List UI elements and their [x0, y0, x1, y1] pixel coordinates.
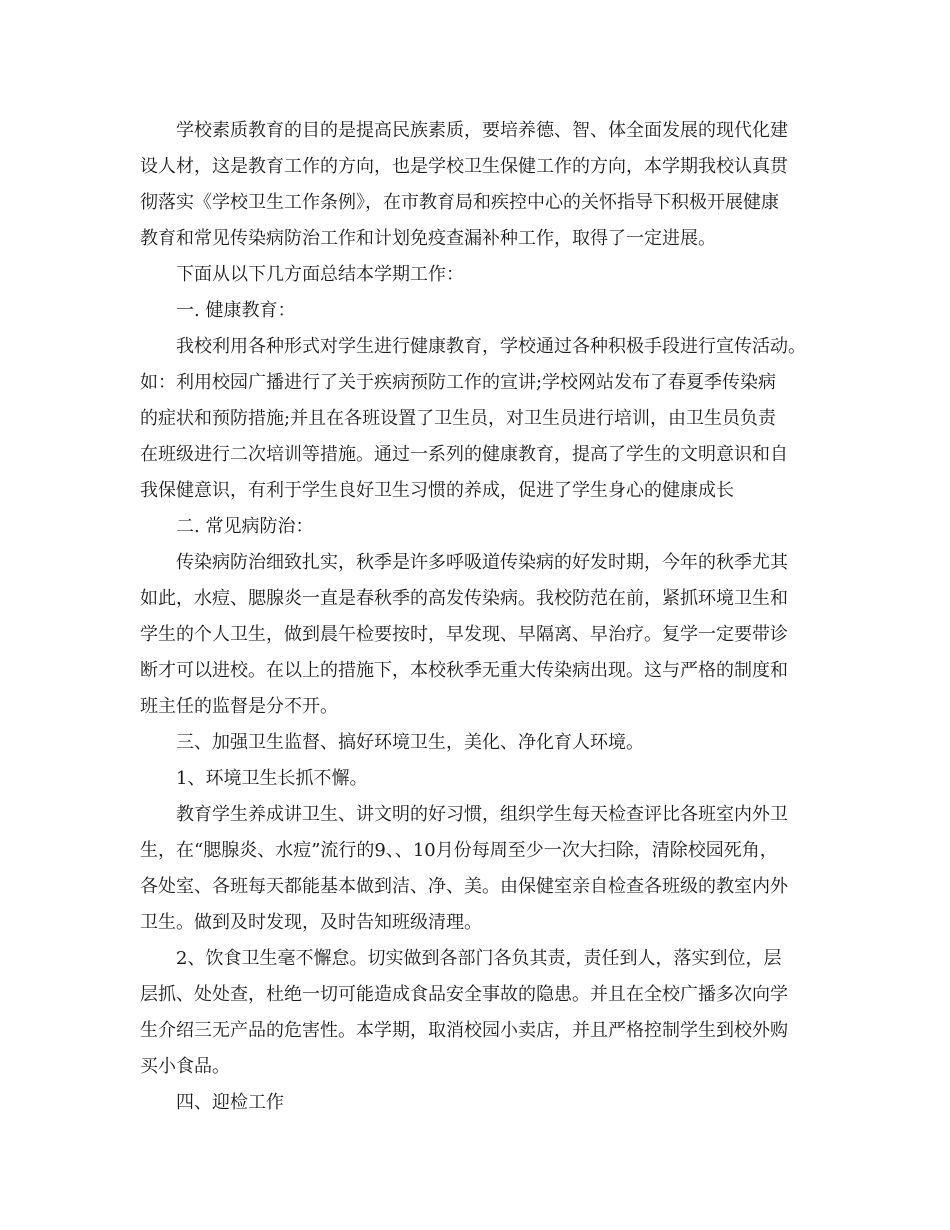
paragraph-line: 断才可以进校。在以上的措施下，本校秋季无重大传染病出现。这与严格的制度和 [140, 660, 788, 681]
paragraph-line: 学生的个人卫生，做到晨午检要按时，早发现、早隔离、早治疗。复学一定要带诊 [140, 624, 788, 645]
paragraph-line: 教育学生养成讲卫生、讲文明的好习惯，组织学生每天检查评比各班室内外卫 [176, 804, 788, 825]
subsection-heading: 1、环境卫生长抓不懈。 [176, 768, 368, 789]
section-heading: 四、迎检工作 [176, 1092, 284, 1113]
paragraph-line: 学校素质教育的目的是提高民族素质，要培养德、智、体全面发展的现代化建 [176, 120, 788, 141]
paragraph-line: 我保健意识，有利于学生良好卫生习惯的养成，促进了学生身心的健康成长 [140, 480, 734, 501]
paragraph-line: 买小食品。 [140, 1056, 230, 1077]
section-heading: 一. 健康教育： [176, 300, 296, 321]
paragraph-line: 班主任的监督是分不开。 [140, 696, 338, 717]
paragraph-line: 在班级进行二次培训等措施。通过一系列的健康教育，提高了学生的文明意识和自 [140, 444, 788, 465]
paragraph-line: 生，在“腮腺炎、水痘”流行的9、、10月份每周至少一次大扫除，清除校园死角， [140, 840, 778, 861]
paragraph-line: 如：利用校园广播进行了关于疾病预防工作的宣讲;学校网站发布了春夏季传染病 [140, 372, 777, 393]
paragraph-line: 我校利用各种形式对学生进行健康教育，学校通过各种积极手段进行宣传活动。 [176, 336, 806, 357]
paragraph-line: 设人材，这是教育工作的方向，也是学校卫生保健工作的方向，本学期我校认真贯 [140, 156, 788, 177]
section-heading: 二. 常见病防治： [176, 516, 314, 537]
paragraph-line: 2、饮食卫生毫不懈怠。切实做到各部门各负其责，责任到人，落实到位，层 [176, 948, 782, 969]
paragraph-line: 下面从以下几方面总结本学期工作： [176, 264, 464, 285]
section-heading: 三、加强卫生监督、搞好环境卫生，美化、净化育人环境。 [176, 732, 644, 753]
paragraph-line: 彻落实《学校卫生工作条例》，在市教育局和疾控中心的关怀指导下积极开展健康 [140, 192, 779, 213]
paragraph-line: 的症状和预防措施;并且在各班设置了卫生员，对卫生员进行培训，由卫生员负责 [140, 408, 777, 429]
paragraph-line: 层抓、处处查，杜绝一切可能造成食品安全事故的隐患。并且在全校广播多次向学 [140, 984, 788, 1005]
paragraph-line: 如此，水痘、腮腺炎一直是春秋季的高发传染病。我校防范在前，紧抓环境卫生和 [140, 588, 788, 609]
paragraph-line: 各处室、各班每天都能基本做到洁、净、美。由保健室亲自检查各班级的教室内外 [140, 876, 788, 897]
paragraph-line: 教育和常见传染病防治工作和计划免疫查漏补种工作，取得了一定进展。 [140, 228, 716, 249]
paragraph-line: 生介绍三无产品的危害性。本学期，取消校园小卖店，并且严格控制学生到校外购 [140, 1020, 788, 1041]
paragraph-line: 卫生。做到及时发现，及时告知班级清理。 [140, 912, 482, 933]
paragraph-line: 传染病防治细致扎实，秋季是许多呼吸道传染病的好发时期，今年的秋季尤其 [176, 552, 788, 573]
